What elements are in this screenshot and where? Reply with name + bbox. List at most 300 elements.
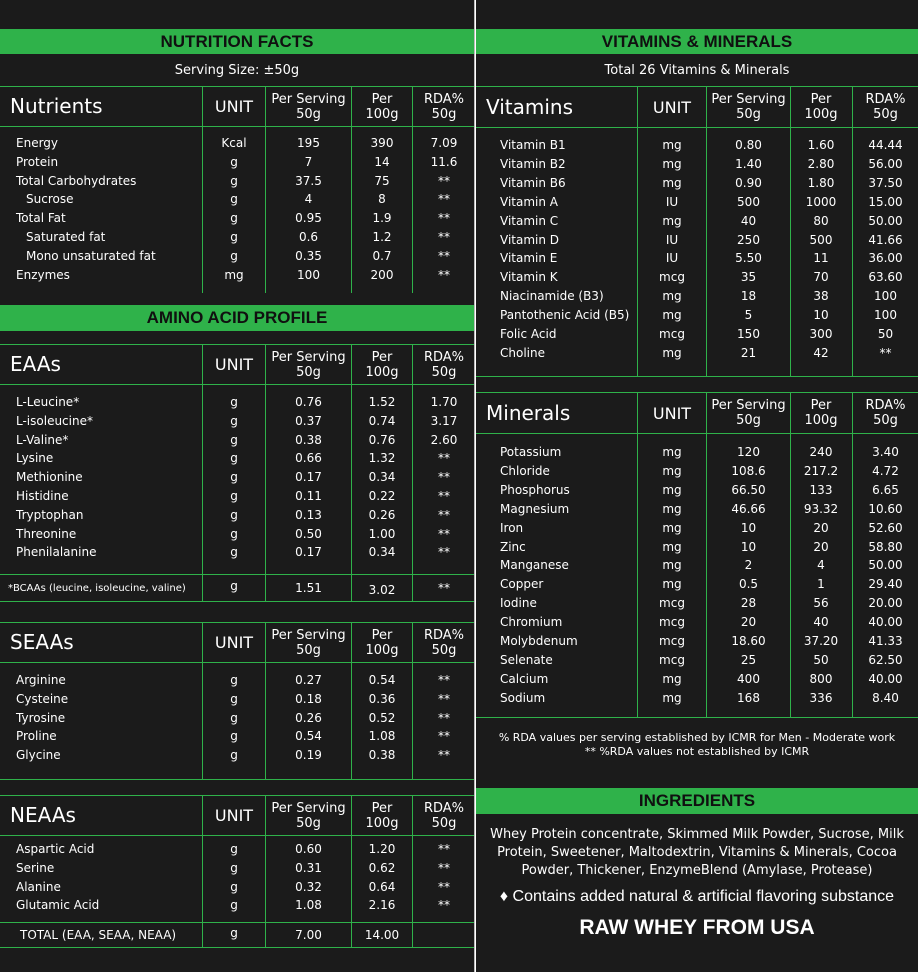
row-per-serving: 20 (740, 615, 757, 630)
row-name: Enzymes (16, 267, 70, 282)
row-rda: 15.00 (868, 194, 903, 209)
row-unit: mg (662, 463, 682, 478)
row-per-100g: 14 (374, 154, 390, 169)
row-per-serving: 28 (740, 596, 757, 611)
row-rda: 20.00 (868, 596, 903, 611)
row-name: Niacinamide (B3) (500, 289, 604, 304)
row-unit: g (230, 395, 238, 409)
table-row (0, 878, 474, 897)
table-row (0, 190, 474, 209)
row-unit: g (230, 154, 238, 169)
table-row (0, 690, 474, 709)
bcaa-rda: ** (438, 581, 450, 595)
table-row (476, 613, 918, 632)
total-unit: g (230, 926, 238, 940)
flavoring-note: ♦ Contains added natural & artificial flavoring substance (499, 888, 895, 905)
header-nutrients: Nutrients (10, 94, 103, 118)
row-unit: g (230, 748, 238, 763)
row-unit: mg (662, 501, 682, 516)
row-per-100g: 1.2 (372, 230, 392, 244)
row-per-100g: 10 (813, 308, 829, 323)
header-per-100g: Per 100g (365, 349, 399, 380)
row-unit: mg (662, 289, 682, 304)
table-row (476, 155, 918, 174)
row-per-100g: 390 (370, 136, 394, 150)
row-per-serving: 0.54 (295, 729, 322, 744)
header-vitamins: Vitamins (486, 94, 574, 119)
row-rda: ** (438, 898, 450, 913)
row-unit: mg (662, 445, 682, 459)
row-name: Vitamin A (500, 194, 558, 209)
row-per-100g: 40 (813, 615, 829, 630)
table-row (476, 231, 918, 250)
row-rda: 11.6 (430, 154, 458, 169)
row-rda: ** (438, 211, 450, 226)
header-per-100g: Per 100g (365, 800, 399, 831)
row-unit: g (230, 230, 238, 244)
row-unit: g (230, 673, 238, 687)
row-name: Vitamin C (500, 213, 559, 228)
row-per-serving: 100 (297, 267, 320, 282)
row-per-100g: 1.32 (368, 451, 396, 466)
row-unit: mcg (659, 634, 685, 648)
table-row (0, 859, 474, 878)
row-per-serving: 0.50 (295, 526, 322, 541)
bcaa-row (0, 579, 474, 598)
header-minerals: Minerals (486, 400, 571, 425)
row-per-100g: 1000 (805, 194, 837, 209)
row-name: Copper (500, 577, 544, 592)
row-per-serving: 0.13 (295, 507, 322, 522)
row-rda: ** (438, 248, 450, 263)
row-per-serving: 2 (744, 558, 753, 573)
row-per-serving: 21 (740, 345, 757, 360)
row-name: Pantothenic Acid (B5) (500, 308, 630, 323)
row-per-serving: 0.90 (735, 175, 762, 190)
table-row (0, 727, 474, 746)
rda-note: % RDA values per serving established by ICMR for Men - Moderate work (498, 731, 896, 744)
row-rda: 52.60 (868, 520, 903, 535)
row-unit: Kcal (221, 136, 247, 150)
table-row (476, 538, 918, 557)
row-unit: mcg (659, 652, 685, 667)
row-name: Chromium (500, 615, 563, 630)
table-row (0, 543, 474, 562)
row-unit: g (230, 507, 238, 522)
header-unit: UNIT (214, 355, 254, 374)
row-per-100g: 56 (813, 596, 829, 611)
row-rda: 8.40 (872, 690, 899, 705)
table-row (476, 193, 918, 212)
row-unit: g (230, 211, 238, 226)
row-unit: g (230, 489, 238, 503)
row-per-100g: 1.00 (368, 526, 396, 541)
row-unit: mcg (659, 596, 685, 611)
row-rda: ** (438, 451, 450, 466)
row-per-serving: 195 (297, 136, 320, 150)
row-per-100g: 37.20 (803, 634, 839, 648)
divider (476, 717, 918, 718)
row-name: Total Carbohydrates (16, 173, 137, 188)
row-per-serving: 18.60 (731, 634, 766, 648)
header-unit: UNIT (652, 97, 692, 117)
row-unit: mg (662, 345, 682, 360)
row-per-serving: 250 (737, 232, 760, 247)
row-per-100g: 1.52 (368, 395, 396, 409)
row-per-100g: 1 (817, 577, 825, 592)
row-per-100g: 240 (809, 445, 833, 459)
row-unit: mg (662, 690, 682, 705)
row-per-serving: 0.27 (295, 673, 322, 687)
row-name: Mono unsaturated fat (26, 248, 156, 263)
table-row (476, 249, 918, 268)
row-unit: mg (662, 558, 682, 573)
row-per-serving: 10 (740, 520, 757, 535)
row-unit: g (230, 879, 238, 894)
row-per-serving: 168 (737, 690, 760, 705)
row-rda: 41.33 (868, 634, 903, 648)
row-rda: ** (438, 691, 450, 706)
row-per-100g: 0.62 (368, 860, 396, 875)
header-eaas: EAAs (10, 352, 61, 376)
row-name: Chloride (500, 463, 550, 478)
table-row (476, 556, 918, 575)
row-unit: mg (662, 577, 682, 592)
row-per-serving: 500 (737, 194, 760, 209)
row-rda: ** (438, 192, 450, 207)
table-row (476, 287, 918, 306)
row-per-serving: 0.37 (295, 413, 322, 428)
row-per-serving: 0.31 (295, 860, 322, 875)
row-rda: 40.00 (868, 615, 903, 630)
table-row (476, 481, 918, 500)
row-rda: ** (438, 267, 450, 282)
row-rda: ** (438, 748, 450, 763)
row-rda: 2.60 (430, 432, 458, 447)
total-serving: 7.00 (295, 928, 322, 942)
row-per-100g: 133 (809, 482, 833, 497)
table-row (0, 671, 474, 690)
row-per-serving: 35 (740, 270, 757, 285)
table-row (0, 172, 474, 191)
divider (0, 574, 474, 575)
row-per-100g: 93.32 (803, 501, 839, 516)
row-unit: IU (665, 232, 679, 247)
eaa-header (0, 344, 474, 385)
row-rda: 4.72 (872, 463, 899, 478)
row-per-serving: 120 (737, 445, 760, 459)
row-unit: mcg (659, 270, 685, 285)
row-name: Tyrosine (16, 710, 66, 725)
vitamins-count: Total 26 Vitamins & Minerals (604, 63, 790, 78)
row-rda: 56.00 (868, 156, 903, 171)
row-per-100g: 300 (809, 327, 833, 341)
right-panel (476, 0, 918, 972)
row-per-100g: 800 (809, 671, 833, 686)
nutrients-header (0, 87, 474, 127)
row-per-100g: 1.60 (807, 138, 835, 152)
row-per-100g: 1.80 (807, 175, 835, 190)
header-per-100g: Per 100g (365, 91, 399, 122)
row-rda: 37.50 (868, 175, 903, 190)
row-per-serving: 0.26 (295, 710, 322, 725)
row-name: Methionine (16, 470, 83, 485)
row-rda: 10.60 (868, 501, 903, 516)
row-per-100g: 8 (378, 192, 386, 207)
row-per-100g: 0.64 (368, 879, 396, 894)
row-per-serving: 0.95 (295, 211, 322, 226)
row-per-100g: 0.54 (368, 673, 396, 687)
header-rda: RDA% 50g (865, 398, 906, 428)
row-per-serving: 5.50 (735, 251, 762, 266)
header-per-serving: Per Serving 50g (271, 627, 346, 658)
ingredients-text: Whey Protein concentrate, Skimmed Milk Powder, Sucrose, Milk Protein, Sweetener, Maltodextrin, Vitamins & Minerals, Cocoa Powder, Thickener, EnzymeBlend (Amylase, Protease) (490, 827, 904, 878)
row-per-100g: 0.52 (368, 710, 396, 725)
row-per-serving: 5 (744, 308, 753, 323)
header-unit: UNIT (214, 633, 254, 652)
table-row (0, 153, 474, 172)
row-per-100g: 11 (813, 251, 829, 266)
row-per-100g: 42 (813, 345, 829, 360)
row-per-100g: 217.2 (803, 463, 839, 478)
row-unit: mg (662, 539, 682, 554)
row-per-serving: 0.19 (295, 748, 322, 763)
row-per-100g: 0.26 (368, 507, 396, 522)
header-per-100g: Per 100g (365, 627, 399, 658)
serving-size: Serving Size: ±50g (174, 63, 300, 78)
row-per-100g: 0.34 (368, 470, 396, 485)
divider (0, 779, 474, 780)
row-name: Tryptophan (16, 507, 84, 522)
nutrition-facts-banner: NUTRITION FACTS (0, 29, 474, 54)
row-unit: g (230, 248, 238, 263)
row-name: Vitamin K (500, 270, 558, 285)
row-per-100g: 0.34 (368, 545, 396, 560)
row-per-serving: 0.11 (295, 489, 322, 503)
header-per-serving: Per Serving 50g (711, 92, 786, 122)
divider (476, 376, 918, 377)
row-per-serving: 0.18 (295, 691, 322, 706)
row-unit: g (230, 860, 238, 875)
vitamins-minerals-banner: VITAMINS & MINERALS (476, 29, 918, 54)
table-row (0, 431, 474, 450)
row-per-serving: 4 (304, 192, 313, 207)
table-row (476, 632, 918, 651)
row-name: Folic Acid (500, 327, 557, 341)
row-per-serving: 0.32 (295, 879, 322, 894)
seaa-header (0, 622, 474, 663)
row-name: Proline (16, 729, 57, 744)
row-rda: 100 (874, 289, 897, 304)
row-per-100g: 1.9 (372, 211, 392, 226)
header-rda: RDA% 50g (423, 91, 465, 122)
row-per-serving: 0.5 (738, 577, 759, 592)
table-row (476, 500, 918, 519)
table-row (0, 709, 474, 728)
row-per-100g: 336 (809, 690, 833, 705)
divider (0, 947, 474, 948)
table-row (476, 136, 918, 155)
row-name: Choline (500, 345, 545, 360)
row-rda: ** (438, 729, 450, 744)
row-name: Manganese (500, 558, 569, 573)
row-rda: ** (438, 842, 450, 856)
row-rda: 1.70 (430, 395, 458, 409)
row-name: Saturated fat (26, 230, 106, 244)
header-unit: UNIT (652, 403, 692, 423)
row-per-serving: 108.6 (731, 463, 766, 478)
row-per-serving: 40 (740, 213, 757, 228)
row-per-100g: 38 (813, 289, 829, 304)
table-row (476, 689, 918, 708)
row-name: Zinc (500, 539, 526, 554)
row-unit: mg (662, 138, 682, 152)
row-per-serving: 0.60 (295, 842, 322, 856)
row-per-100g: 70 (813, 270, 829, 285)
table-row (476, 174, 918, 193)
row-per-serving: 0.38 (295, 432, 322, 447)
row-per-100g: 0.38 (368, 748, 396, 763)
row-unit: g (230, 173, 238, 188)
header-rda: RDA% 50g (423, 349, 465, 380)
ingredients-banner: INGREDIENTS (476, 788, 918, 814)
table-row (0, 449, 474, 468)
row-name: Phenilalanine (16, 545, 97, 560)
row-per-serving: 0.35 (295, 248, 322, 263)
row-name: Selenate (500, 652, 553, 667)
row-name: Magnesium (500, 501, 570, 516)
table-row (476, 462, 918, 481)
table-row (0, 506, 474, 525)
row-rda: 40.00 (868, 671, 903, 686)
row-name: Calcium (500, 671, 549, 686)
header-unit: UNIT (214, 97, 254, 116)
row-unit: g (230, 526, 238, 541)
row-unit: IU (665, 251, 679, 266)
header-neaas: NEAAs (10, 803, 76, 827)
header-per-serving: Per Serving 50g (271, 349, 346, 380)
row-per-100g: 0.36 (368, 691, 396, 706)
table-row (0, 228, 474, 247)
row-per-serving: 1.08 (295, 898, 322, 913)
table-row (0, 412, 474, 431)
row-name: Molybdenum (500, 634, 578, 648)
header-seaas: SEAAs (10, 630, 74, 654)
row-name: Phosphorus (500, 482, 570, 497)
row-name: Vitamin B2 (500, 156, 566, 171)
row-unit: g (230, 842, 238, 856)
row-rda: 3.40 (872, 445, 899, 459)
row-unit: g (230, 432, 238, 447)
total-row (0, 926, 474, 945)
row-unit: g (230, 413, 238, 428)
table-row (476, 306, 918, 325)
row-name: Serine (16, 860, 55, 875)
table-row (476, 651, 918, 670)
row-rda: ** (438, 545, 450, 560)
table-row (0, 746, 474, 765)
divider (0, 601, 474, 602)
row-name: L-Leucine* (16, 395, 80, 409)
row-rda: ** (438, 489, 450, 503)
row-unit: mcg (659, 327, 685, 341)
row-rda: ** (438, 173, 450, 188)
row-per-100g: 500 (809, 232, 833, 247)
row-per-100g: 80 (813, 213, 829, 228)
row-per-100g: 50 (813, 652, 829, 667)
bcaa-unit: g (230, 579, 238, 593)
row-unit: mg (662, 156, 682, 171)
header-per-100g: Per 100g (804, 398, 838, 428)
row-per-100g: 2.16 (368, 898, 396, 913)
table-row (0, 266, 474, 285)
row-per-serving: 10 (740, 539, 757, 554)
table-row (0, 896, 474, 915)
row-per-serving: 0.17 (295, 470, 322, 485)
row-rda: ** (438, 507, 450, 522)
row-name: Sodium (500, 690, 546, 705)
row-unit: mg (662, 520, 682, 535)
row-name: Vitamin E (500, 251, 558, 266)
neaa-header (0, 795, 474, 836)
row-rda: 29.40 (868, 577, 903, 592)
row-per-100g: 1.20 (368, 842, 396, 856)
header-rda: RDA% 50g (423, 627, 465, 658)
row-per-serving: 18 (740, 289, 757, 304)
row-per-100g: 0.22 (368, 489, 396, 503)
total-per100: 14.00 (364, 928, 400, 942)
row-unit: mg (662, 482, 682, 497)
row-rda: 7.09 (430, 136, 458, 150)
row-rda: 63.60 (868, 270, 903, 285)
row-rda: ** (438, 673, 450, 687)
row-name: Threonine (16, 526, 77, 541)
row-name: Total Fat (16, 211, 66, 226)
row-per-100g: 1.08 (368, 729, 396, 744)
row-rda: 50.00 (868, 213, 903, 228)
table-row (0, 525, 474, 544)
row-rda: 3.17 (430, 413, 458, 428)
row-per-serving: 0.66 (295, 451, 322, 466)
row-rda: 50 (877, 327, 894, 341)
row-unit: mg (662, 671, 682, 686)
header-per-100g: Per 100g (804, 92, 838, 122)
row-name: Energy (16, 136, 59, 150)
row-unit: mg (662, 308, 682, 323)
row-unit: g (230, 545, 238, 560)
row-per-100g: 0.76 (368, 432, 396, 447)
row-rda: ** (438, 710, 450, 725)
row-unit: g (230, 192, 238, 207)
row-rda: ** (438, 879, 450, 894)
table-row (476, 212, 918, 231)
row-rda: ** (879, 345, 892, 360)
row-per-serving: 7 (304, 154, 313, 169)
row-unit: g (230, 470, 238, 485)
row-per-serving: 150 (737, 327, 760, 341)
row-unit: mg (224, 267, 244, 282)
table-row (476, 594, 918, 613)
table-row (476, 519, 918, 538)
row-unit: g (230, 451, 238, 466)
row-per-serving: 0.80 (735, 138, 762, 152)
row-per-100g: 20 (813, 539, 829, 554)
row-per-100g: 4 (817, 558, 825, 573)
row-name: Sucrose (26, 192, 74, 207)
bcaa-name: *BCAAs (leucine, isoleucine, valine) (8, 583, 186, 594)
row-per-serving: 46.66 (731, 501, 766, 516)
row-rda: 44.44 (868, 138, 903, 152)
